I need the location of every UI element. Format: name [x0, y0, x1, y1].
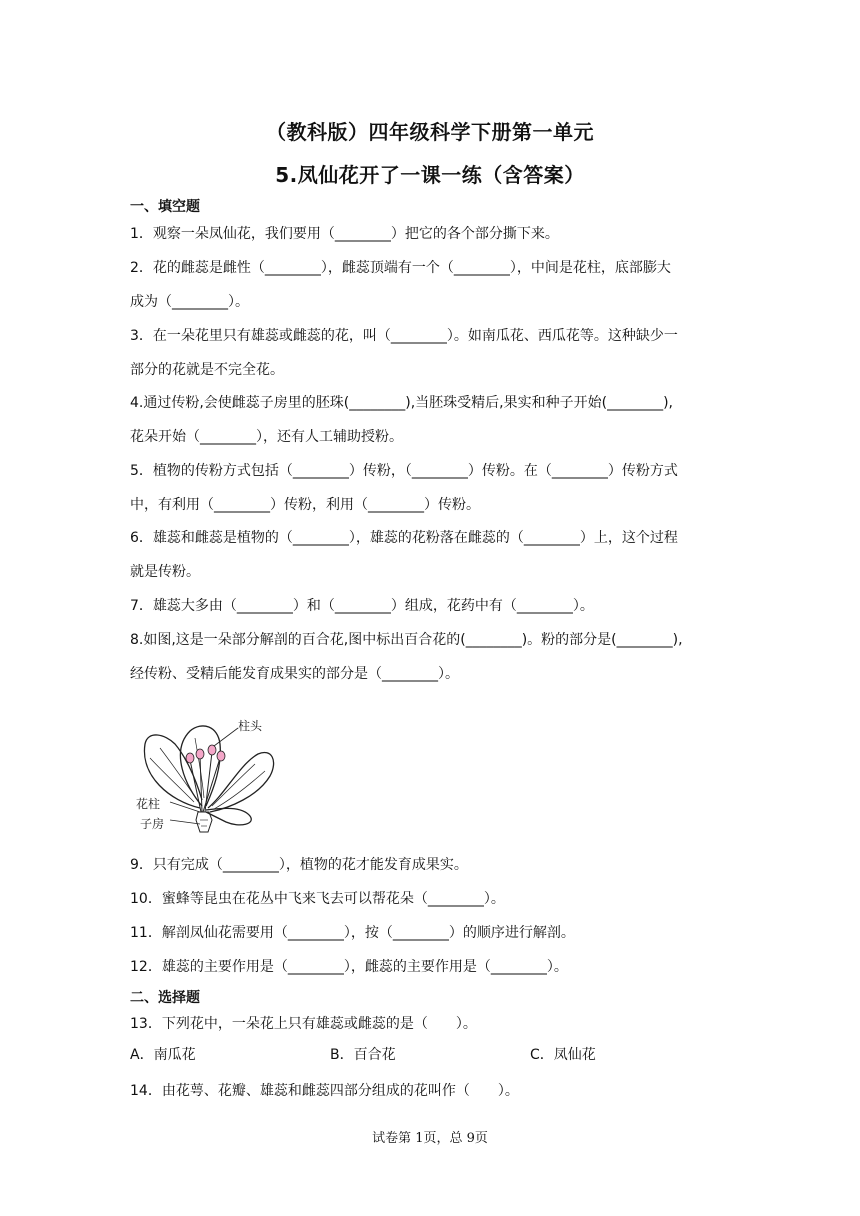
anthers — [186, 745, 225, 763]
question-line: 1．观察一朵凤仙花，我们要用（________）把它的各个部分撕下来。 — [130, 226, 559, 242]
question-line: 就是传粉。 — [130, 564, 200, 580]
question-line: 部分的花就是不完全花。 — [130, 362, 284, 378]
question-line: 花朵开始（________），还有人工辅助授粉。 — [130, 429, 403, 445]
question-4 — [130, 386, 732, 454]
question-9 — [130, 848, 732, 882]
page-title-line2: 5.凤仙花开了一课一练（含答案） — [275, 163, 585, 187]
page-footer: 试卷第 1页，总 9页 — [372, 1131, 488, 1146]
question-line: 10．蜜蜂等昆虫在花丛中飞来飞去可以帮花朵（________）。 — [130, 891, 505, 907]
question-line: 7．雄蕊大多由（________）和（________）组成，花药中有（________）。 — [130, 598, 594, 614]
question-line: 9．只有完成（________），植物的花才能发育成果实。 — [130, 857, 468, 873]
question-line: 5．植物的传粉方式包括（________）传粉，（________）传粉。在（________）传粉方式 — [130, 463, 678, 479]
option-a[interactable]: A．南瓜花 — [130, 1047, 196, 1063]
option-b[interactable]: B．百合花 — [330, 1047, 396, 1063]
question-14 — [130, 1074, 732, 1108]
stamens-and-pistil — [190, 752, 220, 832]
question-line: 4.通过传粉,会使雌蕊子房里的胚珠(________),当胚珠受精后,果实和种子开始(________), — [130, 395, 674, 411]
lily-flower-diagram — [130, 716, 280, 836]
question-8 — [130, 623, 732, 691]
question-13 — [130, 1007, 732, 1041]
question-7 — [130, 589, 732, 623]
question-6 — [130, 521, 732, 589]
question-1 — [130, 217, 732, 251]
label-style: 花柱 — [136, 797, 161, 811]
question-line: 8.如图,这是一朵部分解剖的百合花,图中标出百合花的(________)。粉的部分是(________), — [130, 632, 683, 648]
question-line: 11．解剖凤仙花需要用（________），按（________）的顺序进行解剖。 — [130, 925, 575, 941]
question-2 — [130, 251, 732, 319]
label-stigma: 柱头 — [238, 719, 263, 733]
question-12 — [130, 950, 732, 984]
question-line: 2．花的雌蕊是雌性（________），雌蕊顶端有一个（________），中间是花柱，底部膨大 — [130, 260, 671, 276]
section-heading-fill-blank: 一、填空题 — [130, 199, 200, 215]
question-11 — [130, 916, 732, 950]
question-5 — [130, 454, 732, 522]
lily-flower-illustration — [130, 716, 280, 836]
question-line: 12．雄蕊的主要作用是（________），雌蕊的主要作用是（________）。 — [130, 959, 568, 975]
label-ovary: 子房 — [140, 817, 165, 831]
option-c[interactable]: C．凤仙花 — [530, 1047, 596, 1063]
question-line: 经传粉、受精后能发育成果实的部分是（________）。 — [130, 666, 459, 682]
question-3 — [130, 319, 732, 387]
page-title-line1: （教科版）四年级科学下册第一单元 — [266, 120, 594, 144]
question-line: 6．雄蕊和雌蕊是植物的（________），雄蕊的花粉落在雌蕊的（________）上，这个过程 — [130, 530, 678, 546]
question-line: 成为（________）。 — [130, 294, 249, 310]
question-line: 中，有利用（________）传粉，利用（________）传粉。 — [130, 497, 480, 513]
question-10 — [130, 882, 732, 916]
question-line: 14．由花萼、花瓣、雄蕊和雌蕊四部分组成的花叫作（ ）。 — [130, 1083, 519, 1099]
question-line: 13．下列花中，一朵花上只有雄蕊或雌蕊的是（ ）。 — [130, 1016, 477, 1032]
question-line: 3．在一朵花里只有雄蕊或雌蕊的花，叫（________）。如南瓜花、西瓜花等。这种缺少一 — [130, 328, 678, 344]
section-heading-multiple-choice: 二、选择题 — [130, 990, 200, 1006]
